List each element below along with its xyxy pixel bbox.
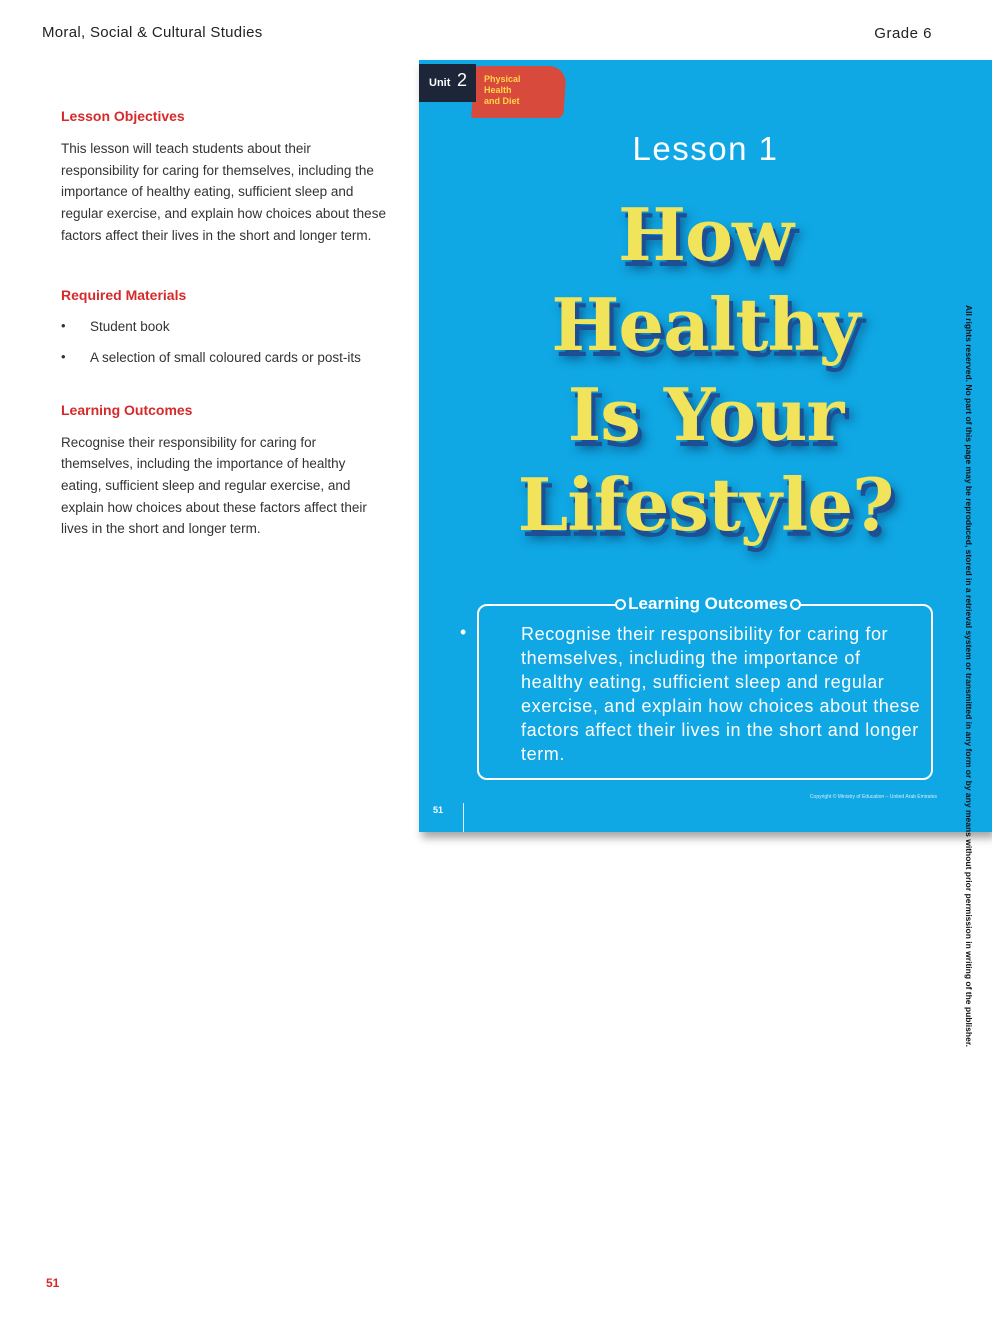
book-cover-image — [419, 60, 992, 832]
unit-tab — [419, 60, 569, 120]
lesson-label: Lesson 1 — [632, 130, 779, 167]
unit-subtitle: Physical Health and Diet — [484, 74, 521, 106]
lesson-objectives-body: This lesson will teach students about their responsibility for caring for themselves, including the importance of healthy eating, sufficient sleep and regular exercise, and explain how choices about these factors affect their lives in the short and longer term. — [61, 141, 386, 243]
required-materials-title: Required Materials — [61, 286, 187, 303]
unit-number: 2 — [457, 70, 468, 90]
grade-header: Grade 6 — [874, 25, 932, 42]
lesson-objectives-title: Lesson Objectives — [61, 108, 185, 124]
rights-notice: All rights reserved. No part of this page may be reproduced, stored in a retrieval system or transmitted in any form or by any means without prior permission in writing of the publisher. — [964, 305, 974, 1048]
learning-outcomes-section — [61, 402, 386, 541]
bullet-icon: • — [61, 317, 66, 333]
page-number: 51 — [46, 1276, 60, 1290]
learning-outcomes-text: Recognise their responsibility for caring for themselves, including the importance of healthy eating, sufficient sleep and regular exercise, and explain how choices about these factors affect their lives in the short and longer term. — [521, 624, 921, 764]
learning-outcomes-body: Recognise their responsibility for caring for themselves, including the importance of healthy eating, sufficient sleep and regular exercise, and explain how choices about these factors affect their lives in the short and longer term. — [61, 434, 367, 537]
learning-outcomes-title: Learning Outcomes — [61, 401, 193, 418]
bullet-icon: • — [61, 348, 66, 364]
circle-icon — [615, 599, 626, 610]
list-item: • A selection of small coloured cards or post-its — [61, 348, 361, 365]
materials-list — [61, 317, 386, 368]
list-item: • Student book — [61, 317, 170, 334]
circle-icon — [790, 599, 801, 610]
required-materials-section — [61, 287, 386, 368]
lesson-objectives-section — [61, 108, 386, 247]
unit-word: Unit — [429, 77, 451, 89]
bullet-icon: • — [460, 622, 467, 642]
subject-header: Moral, Social & Cultural Studies — [42, 24, 263, 41]
learning-outcomes-box — [460, 594, 933, 780]
lesson-plan-column — [61, 108, 386, 580]
cover-page-number: 51 — [433, 805, 444, 815]
divider — [463, 803, 464, 832]
learning-outcomes-heading: Learning Outcomes — [479, 594, 937, 614]
cover-copyright: Copyright © Ministry of Education – United Arab Emirates — [809, 794, 937, 800]
cover-title: How Healthy Is Your Lifestyle? — [517, 192, 894, 547]
